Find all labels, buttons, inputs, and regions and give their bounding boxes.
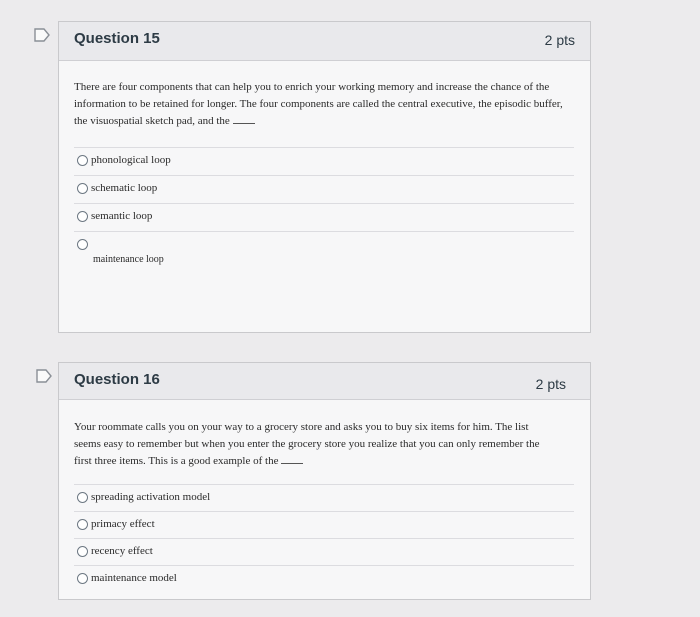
answer-label[interactable]: maintenance loop bbox=[93, 254, 164, 265]
question-text: There are four components that can help you to enrich your working memory and increase the chance of the information to be retained for longer. The four components are called the central executive, the episodic buffer, the visuospatial sketch pad, and the bbox=[74, 81, 563, 127]
answer-label[interactable]: maintenance model bbox=[91, 572, 177, 584]
radio-button[interactable] bbox=[77, 573, 88, 584]
radio-button[interactable] bbox=[77, 239, 88, 250]
fill-in-blank bbox=[233, 113, 255, 124]
question-15-header bbox=[59, 22, 590, 61]
question-text: Your roommate calls you on your way to a grocery store and asks you to buy six items for him. The list seems easy to remember but when you enter the grocery store you realize that you can only remember the first three items. This is a good example of the bbox=[74, 421, 540, 467]
question-title: Question 15 bbox=[74, 30, 160, 47]
question-title: Question 16 bbox=[74, 371, 160, 388]
radio-button[interactable] bbox=[77, 546, 88, 557]
answer-option[interactable] bbox=[74, 203, 574, 230]
answer-label[interactable]: recency effect bbox=[91, 545, 153, 557]
question-15-card bbox=[58, 21, 591, 333]
answer-label[interactable]: primacy effect bbox=[91, 518, 155, 530]
answer-option[interactable] bbox=[74, 511, 574, 538]
answer-option[interactable] bbox=[74, 231, 574, 272]
radio-button[interactable] bbox=[77, 519, 88, 530]
answer-label[interactable]: phonological loop bbox=[91, 154, 171, 166]
radio-button[interactable] bbox=[77, 155, 88, 166]
answer-option[interactable] bbox=[74, 147, 574, 174]
answer-label[interactable]: semantic loop bbox=[91, 210, 153, 222]
radio-button[interactable] bbox=[77, 183, 88, 194]
flag-question-icon[interactable] bbox=[33, 28, 51, 42]
question-points: 2 pts bbox=[544, 32, 575, 48]
answer-option[interactable] bbox=[74, 175, 574, 202]
fill-in-blank bbox=[281, 453, 303, 464]
answer-label[interactable]: schematic loop bbox=[91, 182, 158, 194]
question-points: 2 pts bbox=[535, 376, 566, 392]
answer-option[interactable] bbox=[74, 538, 574, 565]
answer-label[interactable]: spreading activation model bbox=[91, 491, 211, 503]
question-16-header bbox=[59, 363, 590, 400]
radio-button[interactable] bbox=[77, 492, 88, 503]
flag-question-icon[interactable] bbox=[35, 369, 53, 383]
radio-button[interactable] bbox=[77, 211, 88, 222]
question-16-card bbox=[58, 362, 591, 600]
answer-option[interactable] bbox=[74, 565, 574, 592]
answer-option[interactable] bbox=[74, 484, 574, 511]
